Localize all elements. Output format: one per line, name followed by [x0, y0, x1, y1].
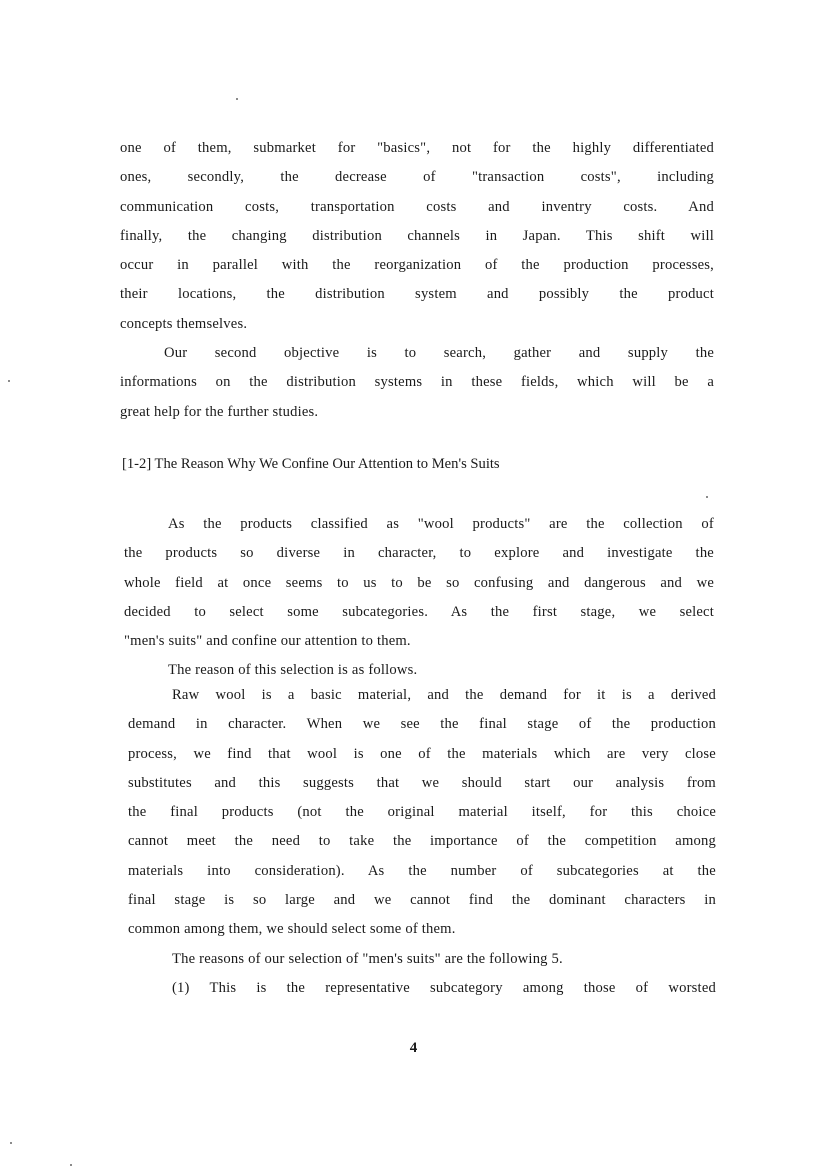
- text-line: the products so diverse in character, to explore and investigate the: [124, 545, 714, 562]
- text-line: substitutes and this suggests that we should start our analysis from: [128, 774, 716, 791]
- text-line: process, we find that wool is one of the materials which are very close: [128, 745, 716, 762]
- scan-speck: [70, 1164, 72, 1166]
- text-line: final stage is so large and we cannot find the dominant characters in: [128, 892, 716, 909]
- paragraph-second-objective: [120, 339, 714, 427]
- text-line: Raw wool is a basic material, and the demand for it is a derived: [172, 687, 716, 703]
- scan-speck: [706, 496, 708, 498]
- text-line: one of them, submarket for "basics", not for the highly differentiated: [120, 140, 714, 156]
- text-line: As the products classified as "wool products" are the collection of: [168, 516, 714, 532]
- text-line: finally, the changing distribution channels in Japan. This shift will: [120, 227, 714, 244]
- text-line: informations on the distribution systems in these fields, which will be a: [120, 374, 714, 391]
- text-line: demand in character. When we see the final stage of the production: [128, 716, 716, 733]
- text-line: communication costs, transportation costs and inventry costs. And: [120, 198, 714, 215]
- paragraph-objectives-continued: [120, 134, 714, 339]
- page-number: 4: [409, 1040, 418, 1056]
- text-line: decided to select some subcategories. As the first stage, we select: [124, 603, 714, 620]
- text-line: ones, secondly, the decrease of "transaction costs", including: [120, 169, 714, 186]
- paragraph-raw-wool: [128, 681, 716, 1003]
- text-line: The reason of this selection is as follows.: [168, 662, 418, 679]
- text-line: occur in parallel with the reorganization of the production processes,: [120, 257, 714, 274]
- text-line: "men's suits" and confine our attention to them.: [124, 633, 411, 650]
- text-line: materials into consideration). As the number of subcategories at the: [128, 862, 716, 879]
- text-line: The reasons of our selection of "men's suits" are the following 5.: [172, 950, 563, 967]
- text-line: concepts themselves.: [120, 315, 248, 332]
- paragraph-wool-products: [124, 510, 714, 686]
- text-line: the final products (not the original material itself, for this choice: [128, 804, 716, 821]
- text-line: great help for the further studies.: [120, 403, 319, 420]
- scan-speck: [10, 1142, 12, 1144]
- scan-speck: [236, 98, 238, 100]
- text-line: their locations, the distribution system and possibly the product: [120, 286, 714, 303]
- scan-speck: [8, 380, 10, 382]
- text-line: cannot meet the need to take the importance of the competition among: [128, 833, 716, 850]
- text-line: Our second objective is to search, gather and supply the: [164, 345, 714, 361]
- text-line: (1) This is the representative subcategory among those of worsted: [172, 979, 716, 996]
- text-line: whole field at once seems to us to be so confusing and dangerous and we: [124, 574, 714, 591]
- section-heading: [1-2] The Reason Why We Confine Our Attention to Men's Suits: [122, 456, 500, 472]
- text-line: common among them, we should select some of them.: [128, 921, 456, 938]
